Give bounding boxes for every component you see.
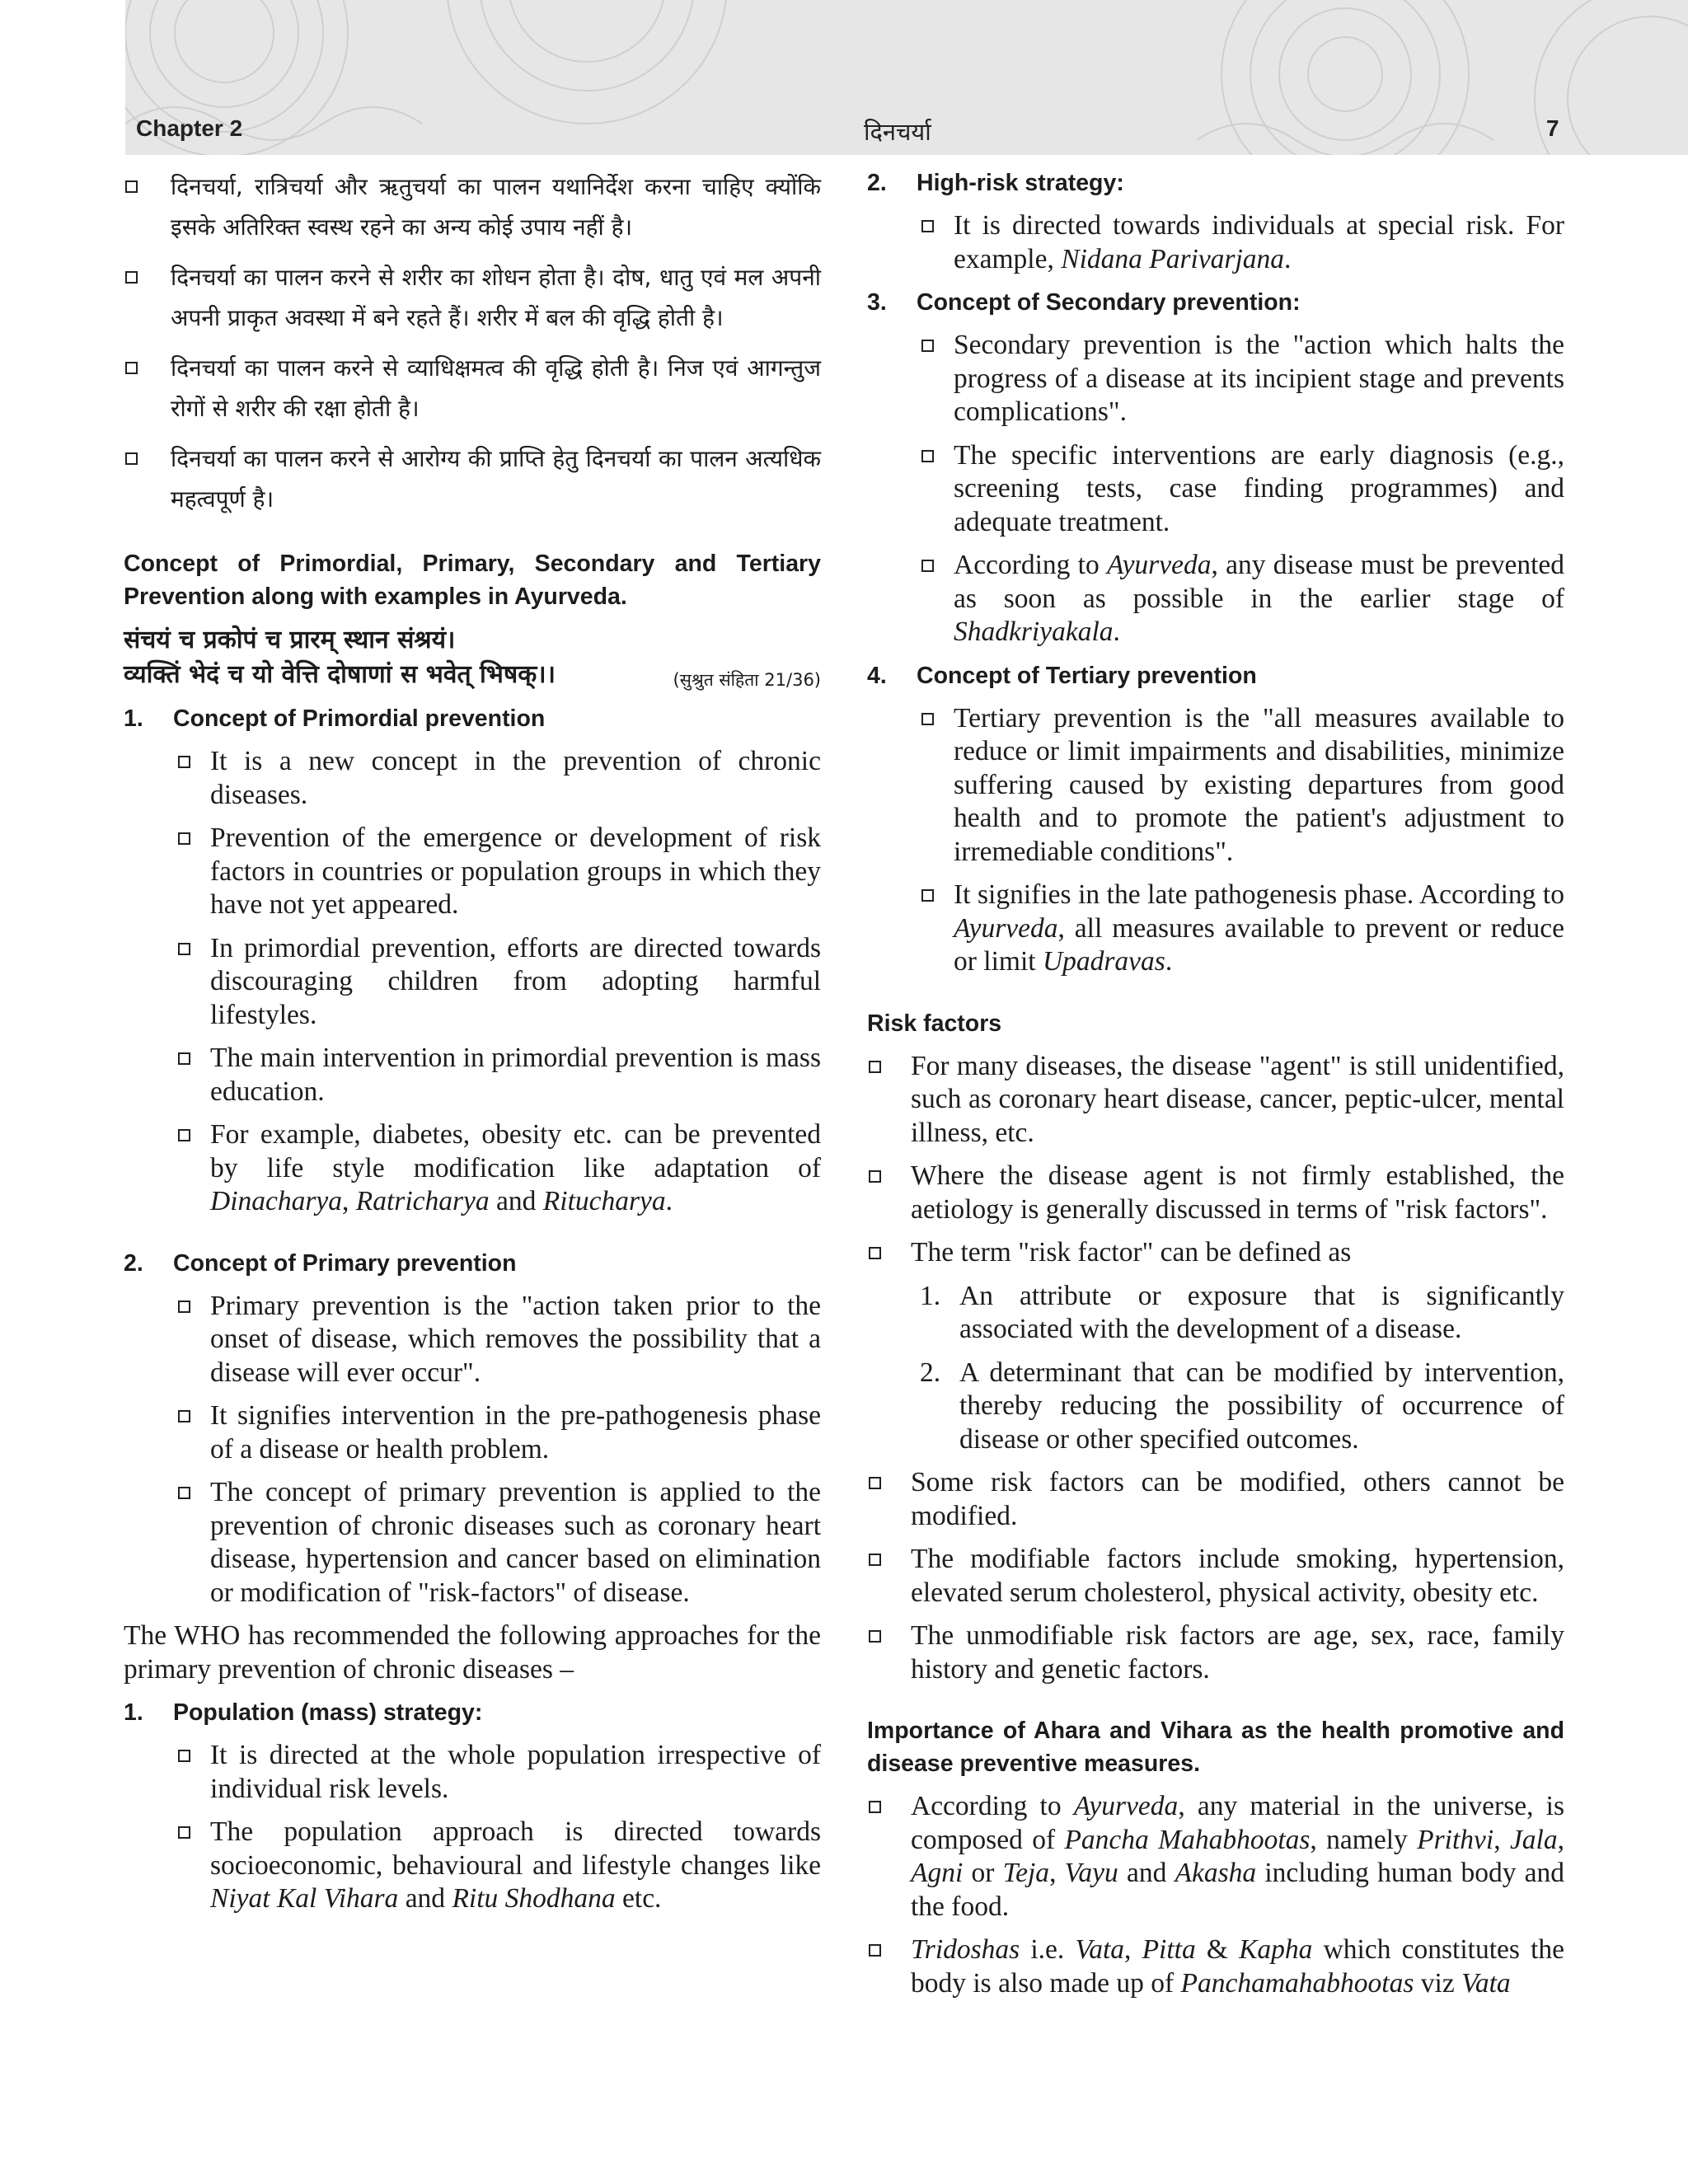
list-item: It signifies intervention in the pre-pathogenesis phase of a disease or health problem. [176, 1399, 821, 1466]
list-item: The population approach is directed towards socioeconomic, behavioural and lifestyle changes like Niyat Kal Vihara and Ritu Shodhana etc. [176, 1816, 821, 1916]
checkbox-bullet-icon [921, 713, 934, 725]
checkbox-bullet-icon [178, 1301, 190, 1313]
checkbox-bullet-icon [178, 1410, 190, 1422]
who-paragraph: The WHO has recommended the following approaches for the primary prevention of chronic diseases – [124, 1620, 821, 1685]
shloka-line-2: व्यक्तिं भेदं च यो वेत्ति दोषाणां स भवेत् भिषक्।। [124, 660, 556, 689]
list-item: Prevention of the emergence or development of risk factors in countries or population groups in which they have not yet appeared. [176, 822, 821, 922]
chapter-label: Chapter 2 [136, 115, 243, 141]
checkbox-bullet-icon [869, 1247, 881, 1259]
list-item: It signifies in the late pathogenesis phase. According to Ayurveda, all measures available to prevent or reduce or limit Upadravas. [920, 879, 1564, 979]
checkbox-bullet-icon [921, 889, 934, 902]
checkbox-bullet-icon [178, 1129, 190, 1141]
concept-heading: Concept of Primordial, Primary, Secondary and Tertiary Prevention along with examples in Ayurveda. [124, 551, 821, 610]
list-item: Some risk factors can be modified, others cannot be modified. [867, 1466, 1564, 1533]
checkbox-bullet-icon [178, 1750, 190, 1762]
shloka-reference: (सुश्रुत संहिता 21/36) [673, 670, 821, 690]
list-item: The term "risk factor" can be defined as [867, 1236, 1564, 1270]
section-heading: 2. Concept of Primary prevention [124, 1249, 517, 1277]
list-item: Tertiary prevention is the "all measures available to reduce or limit impairments and disabilities, minimize suffering caused by existing departures from good health and to promote the patient's adjustment to irremediable conditions". [920, 702, 1564, 869]
list-item: According to Ayurveda, any material in the universe, is composed of Pancha Mahabhootas, namely Prithvi, Jala, Agni or Teja, Vayu and Akasha including human body and the food. [867, 1790, 1564, 1924]
checkbox-bullet-icon [125, 180, 138, 193]
checkbox-bullet-icon [869, 1170, 881, 1183]
list-item: दिनचर्या का पालन करने से व्याधिक्षमत्व की वृद्धि होती है। निज एवं आगन्तुज रोगों से शरीर की रक्षा होती है। [124, 348, 821, 429]
list-item: It is directed at the whole population irrespective of individual risk levels. [176, 1739, 821, 1806]
checkbox-bullet-icon [921, 450, 934, 462]
running-title: दिनचर्या [864, 118, 931, 146]
list-item: दिनचर्या का पालन करने से शरीर का शोधन होता है। दोष, धातु एवं मल अपनी अपनी प्राकृत अवस्था में बने रहते हैं। शरीर में बल की वृद्धि होती है। [124, 257, 821, 338]
checkbox-bullet-icon [869, 1944, 881, 1957]
list-item: The concept of primary prevention is applied to the prevention of chronic diseases such as coronary heart disease, hypertension and cancer based on elimination or modification of "risk-factors" of disease. [176, 1476, 821, 1610]
section-heading: 3. Concept of Secondary prevention: [867, 289, 1301, 316]
left-column [124, 166, 821, 1926]
shloka [124, 623, 821, 692]
list-item: The unmodifiable risk factors are age, sex, race, family history and genetic factors. [867, 1619, 1564, 1686]
checkbox-bullet-icon [921, 560, 934, 572]
checkbox-bullet-icon [178, 1052, 190, 1065]
section-heading: 2. High-risk strategy: [867, 170, 1124, 196]
checkbox-bullet-icon [178, 943, 190, 955]
checkbox-bullet-icon [869, 1801, 881, 1813]
checkbox-bullet-icon [178, 1487, 190, 1499]
checkbox-bullet-icon [125, 452, 138, 465]
list-item: Where the disease agent is not firmly established, the aetiology is generally discussed in terms of "risk factors". [867, 1160, 1564, 1226]
checkbox-bullet-icon [869, 1061, 881, 1073]
numbered-item: 2. A determinant that can be modified by intervention, thereby reducing the possibility of occurrence of disease or other specified outcomes. [920, 1357, 1564, 1455]
ahara-vihara-heading: Importance of Ahara and Vihara as the health promotive and disease preventive measures. [867, 1718, 1564, 1777]
list-item: दिनचर्या का पालन करने से आरोग्य की प्राप्ति हेतु दिनचर्या का पालन अत्यधिक महत्वपूर्ण है। [124, 438, 821, 519]
checkbox-bullet-icon [178, 832, 190, 845]
list-item: The modifiable factors include smoking, hypertension, elevated serum cholesterol, physical activity, obesity etc. [867, 1543, 1564, 1610]
list-item: It is a new concept in the prevention of chronic diseases. [176, 745, 821, 812]
list-item: It is directed towards individuals at special risk. For example, Nidana Parivarjana. [920, 209, 1564, 276]
list-item: For example, diabetes, obesity etc. can be prevented by life style modification like adaptation of Dinacharya, Ratricharya and Ritucharya. [176, 1118, 821, 1219]
list-item: Secondary prevention is the "action which halts the progress of a disease at its incipient stage and prevents complications". [920, 329, 1564, 429]
list-item: According to Ayurveda, any disease must be prevented as soon as possible in the earlier stage of Shadkriyakala. [920, 549, 1564, 649]
list-item: The main intervention in primordial prevention is mass education. [176, 1042, 821, 1108]
list-item: For many diseases, the disease "agent" is still unidentified, such as coronary heart disease, cancer, peptic-ulcer, mental illness, etc. [867, 1050, 1564, 1151]
list-item: The specific interventions are early diagnosis (e.g., screening tests, case finding programmes) and adequate treatment. [920, 439, 1564, 540]
checkbox-bullet-icon [125, 271, 138, 284]
section-heading: 4. Concept of Tertiary prevention [867, 662, 1257, 689]
page-number: 7 [1546, 115, 1559, 141]
section-heading: 1. Population (mass) strategy: [124, 1699, 483, 1726]
risk-factors-heading: Risk factors [867, 1010, 1002, 1037]
list-item: In primordial prevention, efforts are directed towards discouraging children from adopting harmful lifestyles. [176, 932, 821, 1033]
checkbox-bullet-icon [178, 1826, 190, 1839]
checkbox-bullet-icon [178, 756, 190, 768]
checkbox-bullet-icon [869, 1554, 881, 1566]
checkbox-bullet-icon [921, 340, 934, 352]
right-column [867, 166, 1564, 2010]
checkbox-bullet-icon [869, 1630, 881, 1643]
checkbox-bullet-icon [125, 362, 138, 374]
section-heading: 1. Concept of Primordial prevention [124, 705, 546, 732]
checkbox-bullet-icon [921, 220, 934, 232]
shloka-line-1: संचयं च प्रकोपं च प्रारम् स्थान संश्रयं। [124, 626, 456, 654]
list-item: Primary prevention is the "action taken prior to the onset of disease, which removes the possibility that a disease will ever occur". [176, 1290, 821, 1390]
list-item: Tridoshas i.e. Vata, Pitta & Kapha which constitutes the body is also made up of Panchamahabhootas viz Vata [867, 1933, 1564, 2000]
numbered-item: 1. An attribute or exposure that is significantly associated with the development of a disease. [920, 1280, 1564, 1344]
list-item: दिनचर्या, रात्रिचर्या और ऋतुचर्या का पालन यथानिर्देश करना चाहिए क्योंकि इसके अतिरिक्त स्वस्थ रहने का अन्य कोई उपाय नहीं है। [124, 166, 821, 247]
checkbox-bullet-icon [869, 1477, 881, 1489]
